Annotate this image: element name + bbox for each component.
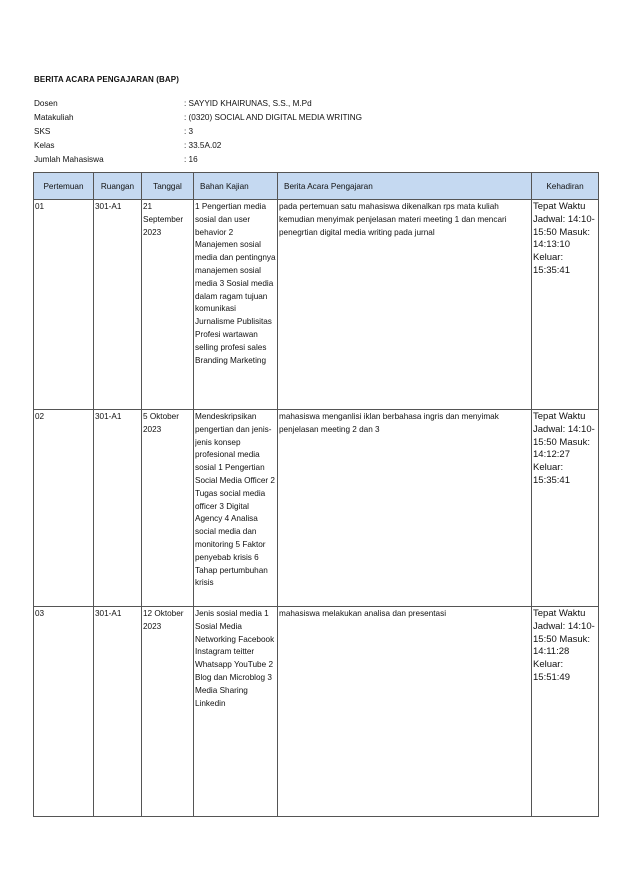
cell-tanggal: 21 September 2023: [142, 200, 194, 410]
cell-berita-acara: pada pertemuan satu mahasiswa dikenalkan rps mata kuliah kemudian menyimak penjelasan materi meeting 1 dan mencari penegrtian digital media writing pada jurnal: [278, 200, 532, 410]
cell-ruangan: 301-A1: [94, 200, 142, 410]
cell-kehadiran: Tepat Waktu Jadwal: 14:10-15:50 Masuk: 14:12:27 Keluar: 15:35:41: [532, 410, 599, 607]
info-value: : SAYYID KHAIRUNAS, S.S., M.Pd: [184, 99, 312, 108]
table-header-row: [34, 173, 599, 200]
info-value: : 16: [184, 155, 198, 164]
cell-pertemuan: 02: [34, 410, 94, 607]
info-row-matakuliah: [34, 111, 362, 125]
cell-ruangan: 301-A1: [94, 607, 142, 817]
table-row: [34, 200, 599, 410]
cell-kehadiran: Tepat Waktu Jadwal: 14:10-15:50 Masuk: 14:11:28 Keluar: 15:51:49: [532, 607, 599, 817]
info-value: : (0320) SOCIAL AND DIGITAL MEDIA WRITING: [184, 113, 363, 122]
cell-ruangan: 301-A1: [94, 410, 142, 607]
info-label: Jumlah Mahasiswa: [34, 155, 104, 164]
info-value: : 33.5A.02: [184, 141, 222, 150]
info-label: Kelas: [34, 141, 55, 150]
info-row-kelas: [34, 139, 362, 153]
info-label: SKS: [34, 127, 51, 136]
header-bahan-kajian: Bahan Kajian: [194, 173, 278, 200]
cell-pertemuan: 01: [34, 200, 94, 410]
table-row: [34, 607, 599, 817]
course-info: [34, 97, 362, 167]
cell-bahan-kajian: [194, 200, 278, 410]
cell-bahan-text: Mendeskripsikan pengertian dan jenis-jenis konsep profesional media sosial 1 Pengertian Social Media Officer 2 Tugas social media officer 3 Digital Agency 4 Analisa social media dan monitoring 5 Faktor penyebab krisis 6 Tahap pertumbuhan krisis: [195, 412, 275, 588]
header-ruangan: Ruangan: [94, 173, 142, 200]
header-kehadiran: Kehadiran: [532, 173, 599, 200]
cell-bahan-kajian: [194, 607, 278, 817]
cell-tanggal: 5 Oktober 2023: [142, 410, 194, 607]
info-label: Matakuliah: [34, 113, 74, 122]
info-value: : 3: [184, 127, 194, 136]
cell-kehadiran: Tepat Waktu Jadwal: 14:10-15:50 Masuk: 14:13:10 Keluar: 15:35:41: [532, 200, 599, 410]
table-row: [34, 410, 599, 607]
cell-berita-acara: mahasiswa melakukan analisa dan presentasi: [278, 607, 532, 817]
cell-bahan-text: 1 Pengertian media sosial dan user behavior 2 Manajemen sosial media dan pentingnya manajemen sosial media 3 Sosial media dalam ragam tujuan komunikasi Jurnalisme Publisitas Profesi wartawan selling profesi sales Branding Marketing: [195, 202, 276, 365]
bap-table: [33, 172, 599, 817]
page-title: BERITA ACARA PENGAJARAN (BAP): [34, 75, 179, 84]
cell-pertemuan: 03: [34, 607, 94, 817]
info-row-sks: [34, 125, 362, 139]
info-row-jumlah-mahasiswa: [34, 153, 362, 167]
cell-bahan-text: Jenis sosial media 1 Sosial Media Networking Facebook Instagram teitter Whatsapp YouTube 2 Blog dan Microblog 3 Media Sharing Linkedin: [195, 609, 275, 708]
header-pertemuan: Pertemuan: [34, 173, 94, 200]
cell-berita-acara: mahasiswa menganlisi iklan berbahasa ingris dan menyimak penjelasan meeting 2 dan 3: [278, 410, 532, 607]
header-berita-acara: Berita Acara Pengajaran: [278, 173, 532, 200]
info-label: Dosen: [34, 99, 58, 108]
info-row-dosen: [34, 97, 362, 111]
cell-bahan-kajian: [194, 410, 278, 607]
cell-tanggal: 12 Oktober 2023: [142, 607, 194, 817]
header-tanggal: Tanggal: [142, 173, 194, 200]
